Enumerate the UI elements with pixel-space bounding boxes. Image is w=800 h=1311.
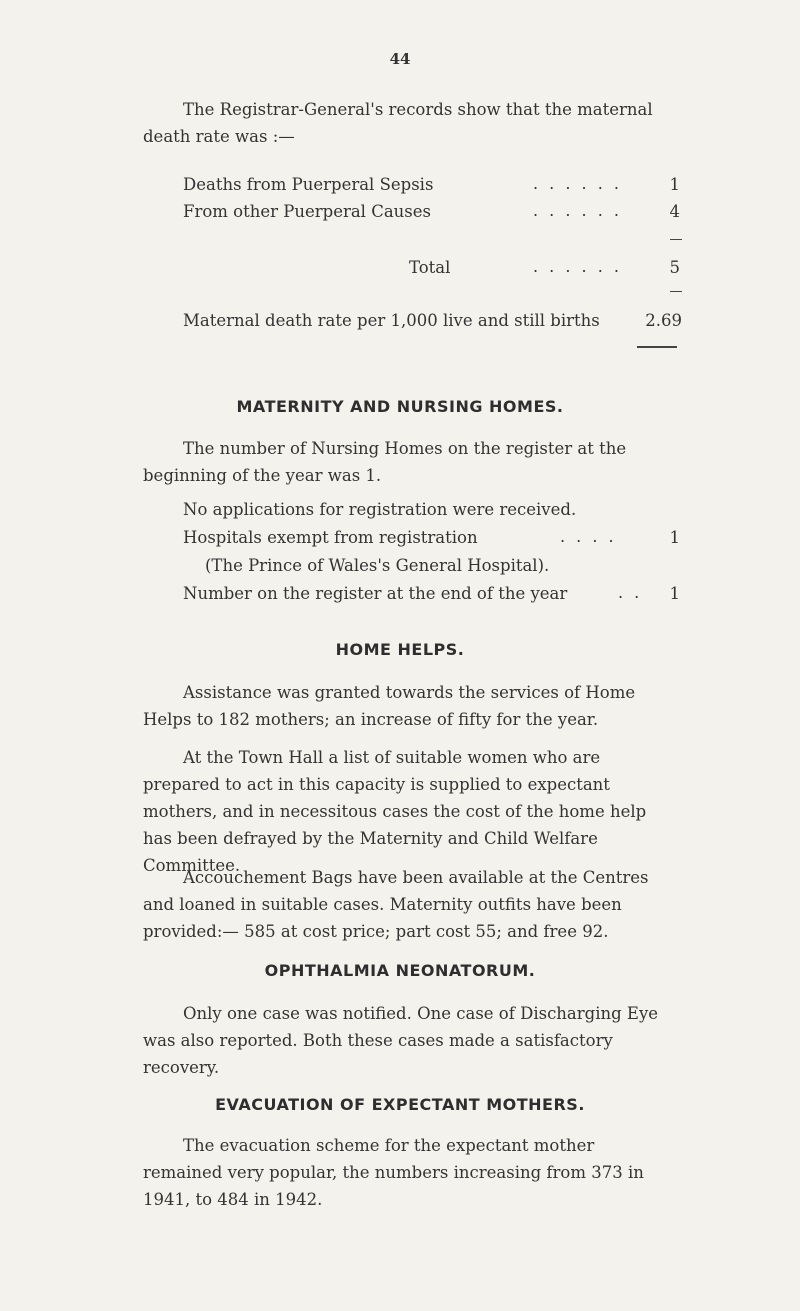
total-label: Total xyxy=(409,258,451,277)
home-helps-paragraph-3: Accouchement Bags have been available at the Centres and loaned in suitable cases. Maternity outfits have been provided:— 585 at cost price; part cost 55; and free 92. xyxy=(143,868,649,941)
ophthalmia-paragraph: Only one case was notified. One case of Discharging Eye was also reported. Both these cases made a satisfactory recovery. xyxy=(143,1004,659,1077)
register-end-dots: . . xyxy=(618,583,643,602)
sum-rule xyxy=(670,239,682,240)
row-label: Deaths from Puerperal Sepsis xyxy=(183,175,434,194)
register-end-value: 1 xyxy=(669,584,680,603)
total-dots: . . . . . . xyxy=(533,257,622,276)
ophthalmia-heading: OPHTHALMIA NEONATORUM. xyxy=(264,961,536,980)
evacuation-paragraph: The evacuation scheme for the expectant mother remained very popular, the numbers increasing from 373 in 1941, to 484 in 1942. xyxy=(143,1136,644,1209)
row-dots: . . . . . . xyxy=(533,201,622,220)
hospitals-exempt-dots: . . . . xyxy=(560,527,617,546)
intro-paragraph: The Registrar-General's records show that the maternal death rate was :— xyxy=(143,100,653,146)
rate-value: 2.69 xyxy=(645,311,682,330)
home-helps-paragraph-2: At the Town Hall a list of suitable women who are prepared to act in this capacity is supplied to expectant mothers, and in necessitous cases the cost of the home help has been defrayed by the Maternity and Child Welfare Committee. xyxy=(143,748,647,875)
total-value: 5 xyxy=(669,258,680,277)
row-label: From other Puerperal Causes xyxy=(183,202,431,221)
rate-label: Maternal death rate per 1,000 live and still births xyxy=(183,311,600,330)
hospital-name-line: (The Prince of Wales's General Hospital). xyxy=(205,556,550,575)
rate-rule xyxy=(637,346,677,348)
home-helps-paragraph-1: Assistance was granted towards the services of Home Helps to 182 mothers; an increase of fifty for the year. xyxy=(143,683,636,729)
evacuation-heading: EVACUATION OF EXPECTANT MOTHERS. xyxy=(215,1095,585,1114)
no-applications-line: No applications for registration were received. xyxy=(183,500,577,519)
row-value: 4 xyxy=(669,202,680,221)
total-rule xyxy=(670,291,682,292)
row-dots: . . . . . . xyxy=(533,174,622,193)
register-end-label: Number on the register at the end of the year xyxy=(183,584,568,603)
nursing-homes-paragraph: The number of Nursing Homes on the register at the beginning of the year was 1. xyxy=(143,439,627,485)
nursing-homes-heading: MATERNITY AND NURSING HOMES. xyxy=(236,397,564,416)
page-number: 44 xyxy=(389,50,411,68)
row-value: 1 xyxy=(669,175,680,194)
hospitals-exempt-label: Hospitals exempt from registration xyxy=(183,528,478,547)
home-helps-heading: HOME HELPS. xyxy=(335,640,465,659)
hospitals-exempt-value: 1 xyxy=(669,528,680,547)
